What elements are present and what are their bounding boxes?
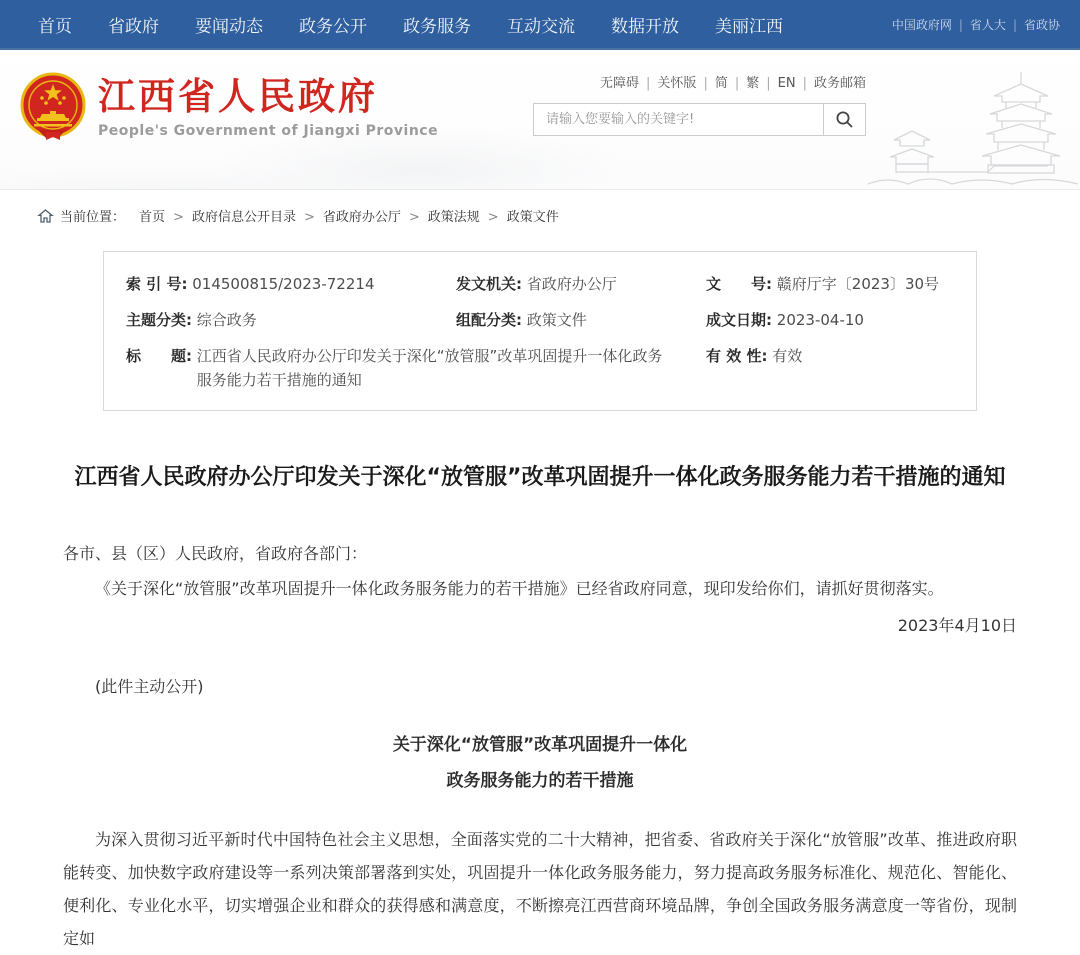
meta-doc-title-value: 江西省人民政府办公厅印发关于深化“放管服”改革巩固提升一体化政务服务能力若干措施的通知 <box>196 347 663 389</box>
document-meta-table <box>103 251 977 411</box>
document-body <box>0 455 1080 955</box>
top-nav-item[interactable]: 政务公开 <box>299 16 367 37</box>
top-nav-item[interactable]: 首页 <box>38 16 72 37</box>
top-nav-item[interactable]: 要闻动态 <box>195 16 263 37</box>
utility-link[interactable]: 无障碍 | <box>600 76 657 91</box>
brand-text <box>98 77 438 139</box>
measures-subtitle-line2: 政务服务能力的若干措施 <box>446 771 634 791</box>
meta-date-value: 2023-04-10 <box>776 311 864 329</box>
search-box <box>533 103 866 136</box>
search-icon <box>835 110 854 129</box>
breadcrumb <box>0 190 1080 225</box>
site-brand[interactable] <box>20 72 438 144</box>
salutation: 各市、县（区）人民政府，省政府各部门： <box>63 544 368 563</box>
breadcrumb-item[interactable]: 首页 > <box>139 206 192 225</box>
meta-topic-label: 主题分类: <box>126 311 192 329</box>
meta-group-value: 政策文件 <box>526 311 587 329</box>
meta-validity-label: 有 效 性: <box>706 347 768 365</box>
site-header <box>0 50 1080 190</box>
home-icon <box>38 209 53 223</box>
disclosure-note: (此件主动公开) <box>95 677 204 696</box>
meta-validity <box>706 344 978 392</box>
search-input[interactable] <box>534 104 823 135</box>
meta-group-label: 组配分类: <box>456 311 522 329</box>
breadcrumb-item[interactable]: 省政府办公厅 > <box>323 206 428 225</box>
top-nav-item[interactable]: 美丽江西 <box>715 16 783 37</box>
top-nav <box>38 12 783 37</box>
meta-issuer-label: 发文机关: <box>456 275 522 293</box>
site-subtitle: People's Government of Jiangxi Province <box>98 123 439 139</box>
meta-doc-no-value: 赣府厅字〔2023〕30号 <box>776 275 940 293</box>
utility-links <box>533 72 866 91</box>
measures-subtitle-line1: 关于深化“放管服”改革巩固提升一体化 <box>392 735 688 755</box>
meta-date-label: 成文日期: <box>706 311 772 329</box>
meta-group <box>456 308 706 332</box>
header-tools <box>533 72 866 136</box>
breadcrumb-item[interactable]: 政策文件 <box>506 210 559 225</box>
breadcrumb-item[interactable]: 政府信息公开目录 > <box>192 206 323 225</box>
top-nav-item[interactable]: 政务服务 <box>403 16 471 37</box>
paragraph-forward: 《关于深化“放管服”改革巩固提升一体化政务服务能力的若干措施》已经省政府同意，现印发给你们，请抓好贯彻落实。 <box>95 579 944 598</box>
meta-topic-value: 综合政务 <box>196 311 257 329</box>
paragraph-preamble: 为深入贯彻习近平新时代中国特色社会主义思想，全面落实党的二十大精神，把省委、省政府关于深化“放管服”改革、推进政府职能转变、加快数字政府建设等一系列决策部署落到实处，巩固提升一体化政务服务能力，努力提高政务服务标准化、规范化、智能化、便利化、专业化水平，切实增强企业和群众的获得感和满意度，不断擦亮江西营商环境品牌，争创全国政务服务满意度一等省份，现制定如 <box>63 830 1017 948</box>
meta-doc-title <box>126 344 706 392</box>
meta-index-no <box>126 272 456 296</box>
meta-validity-value: 有效 <box>772 347 803 365</box>
breadcrumb-items <box>139 206 559 225</box>
meta-issuer <box>456 272 706 296</box>
meta-doc-no <box>706 272 978 296</box>
top-nav-item[interactable]: 互动交流 <box>507 16 575 37</box>
utility-link[interactable]: 繁 | <box>746 76 777 91</box>
search-button[interactable] <box>823 104 865 135</box>
meta-issuer-value: 省政府办公厅 <box>526 275 617 293</box>
top-nav-item[interactable]: 省政府 <box>108 16 159 37</box>
top-right-link[interactable]: 省政协 <box>1023 17 1060 32</box>
document-date: 2023年4月10日 <box>897 616 1017 635</box>
breadcrumb-label: 当前位置： <box>60 210 126 225</box>
meta-date <box>706 308 978 332</box>
top-right-link[interactable]: 中国政府网 | <box>892 16 970 33</box>
tengwang-pavilion-sketch-icon <box>866 62 1080 190</box>
document-title: 江西省人民政府办公厅印发关于深化“放管服”改革巩固提升一体化政务服务能力若干措施的通知 <box>74 465 1006 490</box>
top-right-link[interactable]: 省人大 | <box>970 16 1024 33</box>
china-national-emblem-icon <box>20 72 86 144</box>
top-nav-bar <box>0 0 1080 50</box>
meta-index-label: 索 引 号: <box>126 275 188 293</box>
top-nav-right-links <box>892 16 1060 33</box>
utility-link[interactable]: EN | <box>778 76 814 91</box>
meta-topic <box>126 308 456 332</box>
meta-doc-title-label: 标 题: <box>126 347 192 365</box>
utility-link[interactable]: 关怀版 | <box>657 76 714 91</box>
meta-index-value: 014500815/2023-72214 <box>192 275 375 293</box>
utility-link[interactable]: 政务邮箱 <box>813 76 866 91</box>
meta-doc-no-label: 文 号: <box>706 275 772 293</box>
utility-link[interactable]: 简 | <box>715 76 746 91</box>
breadcrumb-item[interactable]: 政策法规 > <box>428 206 507 225</box>
top-nav-item[interactable]: 数据开放 <box>611 16 679 37</box>
site-title: 江西省人民政府 <box>98 75 378 118</box>
